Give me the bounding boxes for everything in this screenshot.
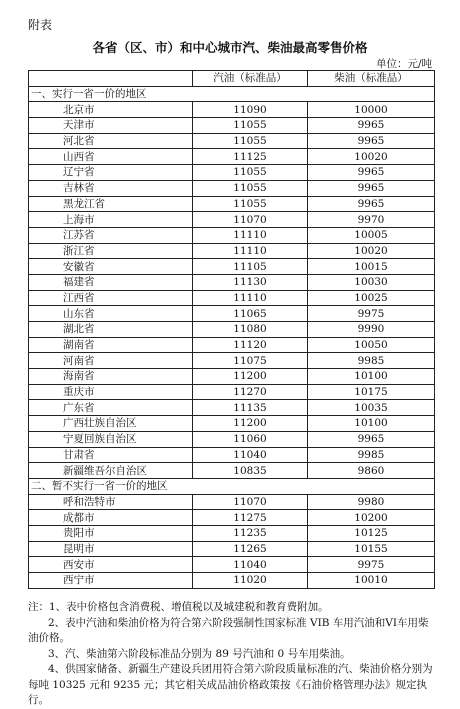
gasoline-price: 11055 bbox=[193, 196, 308, 212]
table-row bbox=[29, 463, 435, 479]
gasoline-price: 11105 bbox=[193, 259, 308, 275]
diesel-price: 10025 bbox=[308, 290, 435, 306]
diesel-price: 10175 bbox=[308, 384, 435, 400]
gasoline-price: 11060 bbox=[193, 431, 308, 447]
section-row bbox=[29, 478, 435, 494]
region-name: 西安市 bbox=[29, 557, 193, 573]
region-name: 河南省 bbox=[29, 353, 193, 369]
section-row bbox=[29, 86, 435, 102]
region-name: 江西省 bbox=[29, 290, 193, 306]
gasoline-price: 11040 bbox=[193, 447, 308, 463]
table-row bbox=[29, 133, 435, 149]
region-name: 天津市 bbox=[29, 118, 193, 134]
region-name: 甘肃省 bbox=[29, 447, 193, 463]
table-row bbox=[29, 353, 435, 369]
header-gasoline: 汽油（标准品） bbox=[193, 71, 308, 87]
gasoline-price: 11235 bbox=[193, 525, 308, 541]
gasoline-price: 11070 bbox=[193, 494, 308, 510]
diesel-price: 9975 bbox=[308, 306, 435, 322]
gasoline-price: 11275 bbox=[193, 510, 308, 526]
gasoline-price: 11070 bbox=[193, 212, 308, 228]
gasoline-price: 11110 bbox=[193, 243, 308, 259]
diesel-price: 10100 bbox=[308, 416, 435, 432]
diesel-price: 10125 bbox=[308, 525, 435, 541]
table-header-row bbox=[29, 71, 435, 87]
diesel-price: 10155 bbox=[308, 541, 435, 557]
diesel-price: 10050 bbox=[308, 337, 435, 353]
diesel-price: 10100 bbox=[308, 369, 435, 385]
diesel-price: 10030 bbox=[308, 274, 435, 290]
table-row bbox=[29, 306, 435, 322]
region-name: 昆明市 bbox=[29, 541, 193, 557]
gasoline-price: 11125 bbox=[193, 149, 308, 165]
table-row bbox=[29, 180, 435, 196]
table-row bbox=[29, 416, 435, 432]
diesel-price: 10010 bbox=[308, 573, 435, 589]
note-1: 注：1、表中价格包含消费税、增值税以及城建税和教育费附加。 bbox=[28, 601, 329, 613]
gasoline-price: 10835 bbox=[193, 463, 308, 479]
region-name: 新疆维吾尔自治区 bbox=[29, 463, 193, 479]
table-row bbox=[29, 431, 435, 447]
table-row bbox=[29, 541, 435, 557]
table-row bbox=[29, 102, 435, 118]
diesel-price: 9965 bbox=[308, 180, 435, 196]
gasoline-price: 11090 bbox=[193, 102, 308, 118]
region-name: 成都市 bbox=[29, 510, 193, 526]
region-name: 广东省 bbox=[29, 400, 193, 416]
region-name: 吉林省 bbox=[29, 180, 193, 196]
note-4: 4、供国家储备、新疆生产建设兵团用符合第六阶段质量标准的汽、柴油价格分别为每吨 10325 元和 9235 元；其它相关成品油价格政策按《石油价格管理办法》规定执行。 bbox=[28, 663, 433, 706]
region-name: 呼和浩特市 bbox=[29, 494, 193, 510]
table-row bbox=[29, 243, 435, 259]
diesel-price: 10015 bbox=[308, 259, 435, 275]
table-row bbox=[29, 227, 435, 243]
diesel-price: 10000 bbox=[308, 102, 435, 118]
table-row bbox=[29, 274, 435, 290]
gasoline-price: 11040 bbox=[193, 557, 308, 573]
gasoline-price: 11200 bbox=[193, 416, 308, 432]
region-name: 安徽省 bbox=[29, 259, 193, 275]
diesel-price: 9980 bbox=[308, 494, 435, 510]
gasoline-price: 11055 bbox=[193, 118, 308, 134]
table-row bbox=[29, 196, 435, 212]
diesel-price: 9985 bbox=[308, 447, 435, 463]
region-name: 上海市 bbox=[29, 212, 193, 228]
diesel-price: 9965 bbox=[308, 165, 435, 181]
gasoline-price: 11200 bbox=[193, 369, 308, 385]
table-row bbox=[29, 337, 435, 353]
region-name: 贵阳市 bbox=[29, 525, 193, 541]
price-table bbox=[28, 70, 435, 589]
table-row bbox=[29, 573, 435, 589]
diesel-price: 9985 bbox=[308, 353, 435, 369]
table-row bbox=[29, 165, 435, 181]
gasoline-price: 11055 bbox=[193, 165, 308, 181]
gasoline-price: 11270 bbox=[193, 384, 308, 400]
table-row bbox=[29, 510, 435, 526]
gasoline-price: 11110 bbox=[193, 290, 308, 306]
region-name: 北京市 bbox=[29, 102, 193, 118]
diesel-price: 10035 bbox=[308, 400, 435, 416]
gasoline-price: 11135 bbox=[193, 400, 308, 416]
section-label: 一、实行一省一价的地区 bbox=[29, 86, 435, 102]
diesel-price: 9975 bbox=[308, 557, 435, 573]
table-row bbox=[29, 149, 435, 165]
gasoline-price: 11055 bbox=[193, 133, 308, 149]
header-region bbox=[29, 71, 193, 87]
region-name: 广西壮族自治区 bbox=[29, 416, 193, 432]
gasoline-price: 11075 bbox=[193, 353, 308, 369]
diesel-price: 10020 bbox=[308, 149, 435, 165]
region-name: 西宁市 bbox=[29, 573, 193, 589]
gasoline-price: 11020 bbox=[193, 573, 308, 589]
diesel-price: 9965 bbox=[308, 431, 435, 447]
header-diesel: 柴油（标准品） bbox=[308, 71, 435, 87]
table-row bbox=[29, 494, 435, 510]
table-row bbox=[29, 525, 435, 541]
diesel-price: 9860 bbox=[308, 463, 435, 479]
section-label: 二、暂不实行一省一价的地区 bbox=[29, 478, 435, 494]
table-row bbox=[29, 369, 435, 385]
gasoline-price: 11120 bbox=[193, 337, 308, 353]
gasoline-price: 11080 bbox=[193, 322, 308, 338]
region-name: 海南省 bbox=[29, 369, 193, 385]
table-row bbox=[29, 400, 435, 416]
table-row bbox=[29, 212, 435, 228]
region-name: 辽宁省 bbox=[29, 165, 193, 181]
table-row bbox=[29, 118, 435, 134]
region-name: 福建省 bbox=[29, 274, 193, 290]
diesel-price: 9965 bbox=[308, 133, 435, 149]
diesel-price: 9970 bbox=[308, 212, 435, 228]
gasoline-price: 11265 bbox=[193, 541, 308, 557]
region-name: 河北省 bbox=[29, 133, 193, 149]
gasoline-price: 11055 bbox=[193, 180, 308, 196]
page-title: 各省（区、市）和中心城市汽、柴油最高零售价格 bbox=[92, 40, 368, 55]
notes bbox=[28, 600, 436, 709]
table-row bbox=[29, 557, 435, 573]
region-name: 黑龙江省 bbox=[29, 196, 193, 212]
region-name: 江苏省 bbox=[29, 227, 193, 243]
region-name: 宁夏回族自治区 bbox=[29, 431, 193, 447]
table-row bbox=[29, 322, 435, 338]
region-name: 山西省 bbox=[29, 149, 193, 165]
table-row bbox=[29, 447, 435, 463]
attachment-label: 附表 bbox=[28, 18, 53, 32]
region-name: 重庆市 bbox=[29, 384, 193, 400]
gasoline-price: 11110 bbox=[193, 227, 308, 243]
region-name: 浙江省 bbox=[29, 243, 193, 259]
diesel-price: 9965 bbox=[308, 196, 435, 212]
note-2: 2、表中汽油和柴油价格为符合第六阶段强制性国家标准 VIB 车用汽油和VI车用柴油价格。 bbox=[28, 616, 429, 644]
table-row bbox=[29, 384, 435, 400]
gasoline-price: 11130 bbox=[193, 274, 308, 290]
region-name: 湖北省 bbox=[29, 322, 193, 338]
region-name: 湖南省 bbox=[29, 337, 193, 353]
region-name: 山东省 bbox=[29, 306, 193, 322]
diesel-price: 10020 bbox=[308, 243, 435, 259]
note-3: 3、汽、柴油第六阶段标准品分别为 89 号汽油和 0 号车用柴油。 bbox=[48, 647, 351, 660]
table-row bbox=[29, 290, 435, 306]
unit-label: 单位：元/吨 bbox=[375, 58, 432, 70]
gasoline-price: 11065 bbox=[193, 306, 308, 322]
diesel-price: 10005 bbox=[308, 227, 435, 243]
diesel-price: 9990 bbox=[308, 322, 435, 338]
table-row bbox=[29, 259, 435, 275]
diesel-price: 10200 bbox=[308, 510, 435, 526]
diesel-price: 9965 bbox=[308, 118, 435, 134]
